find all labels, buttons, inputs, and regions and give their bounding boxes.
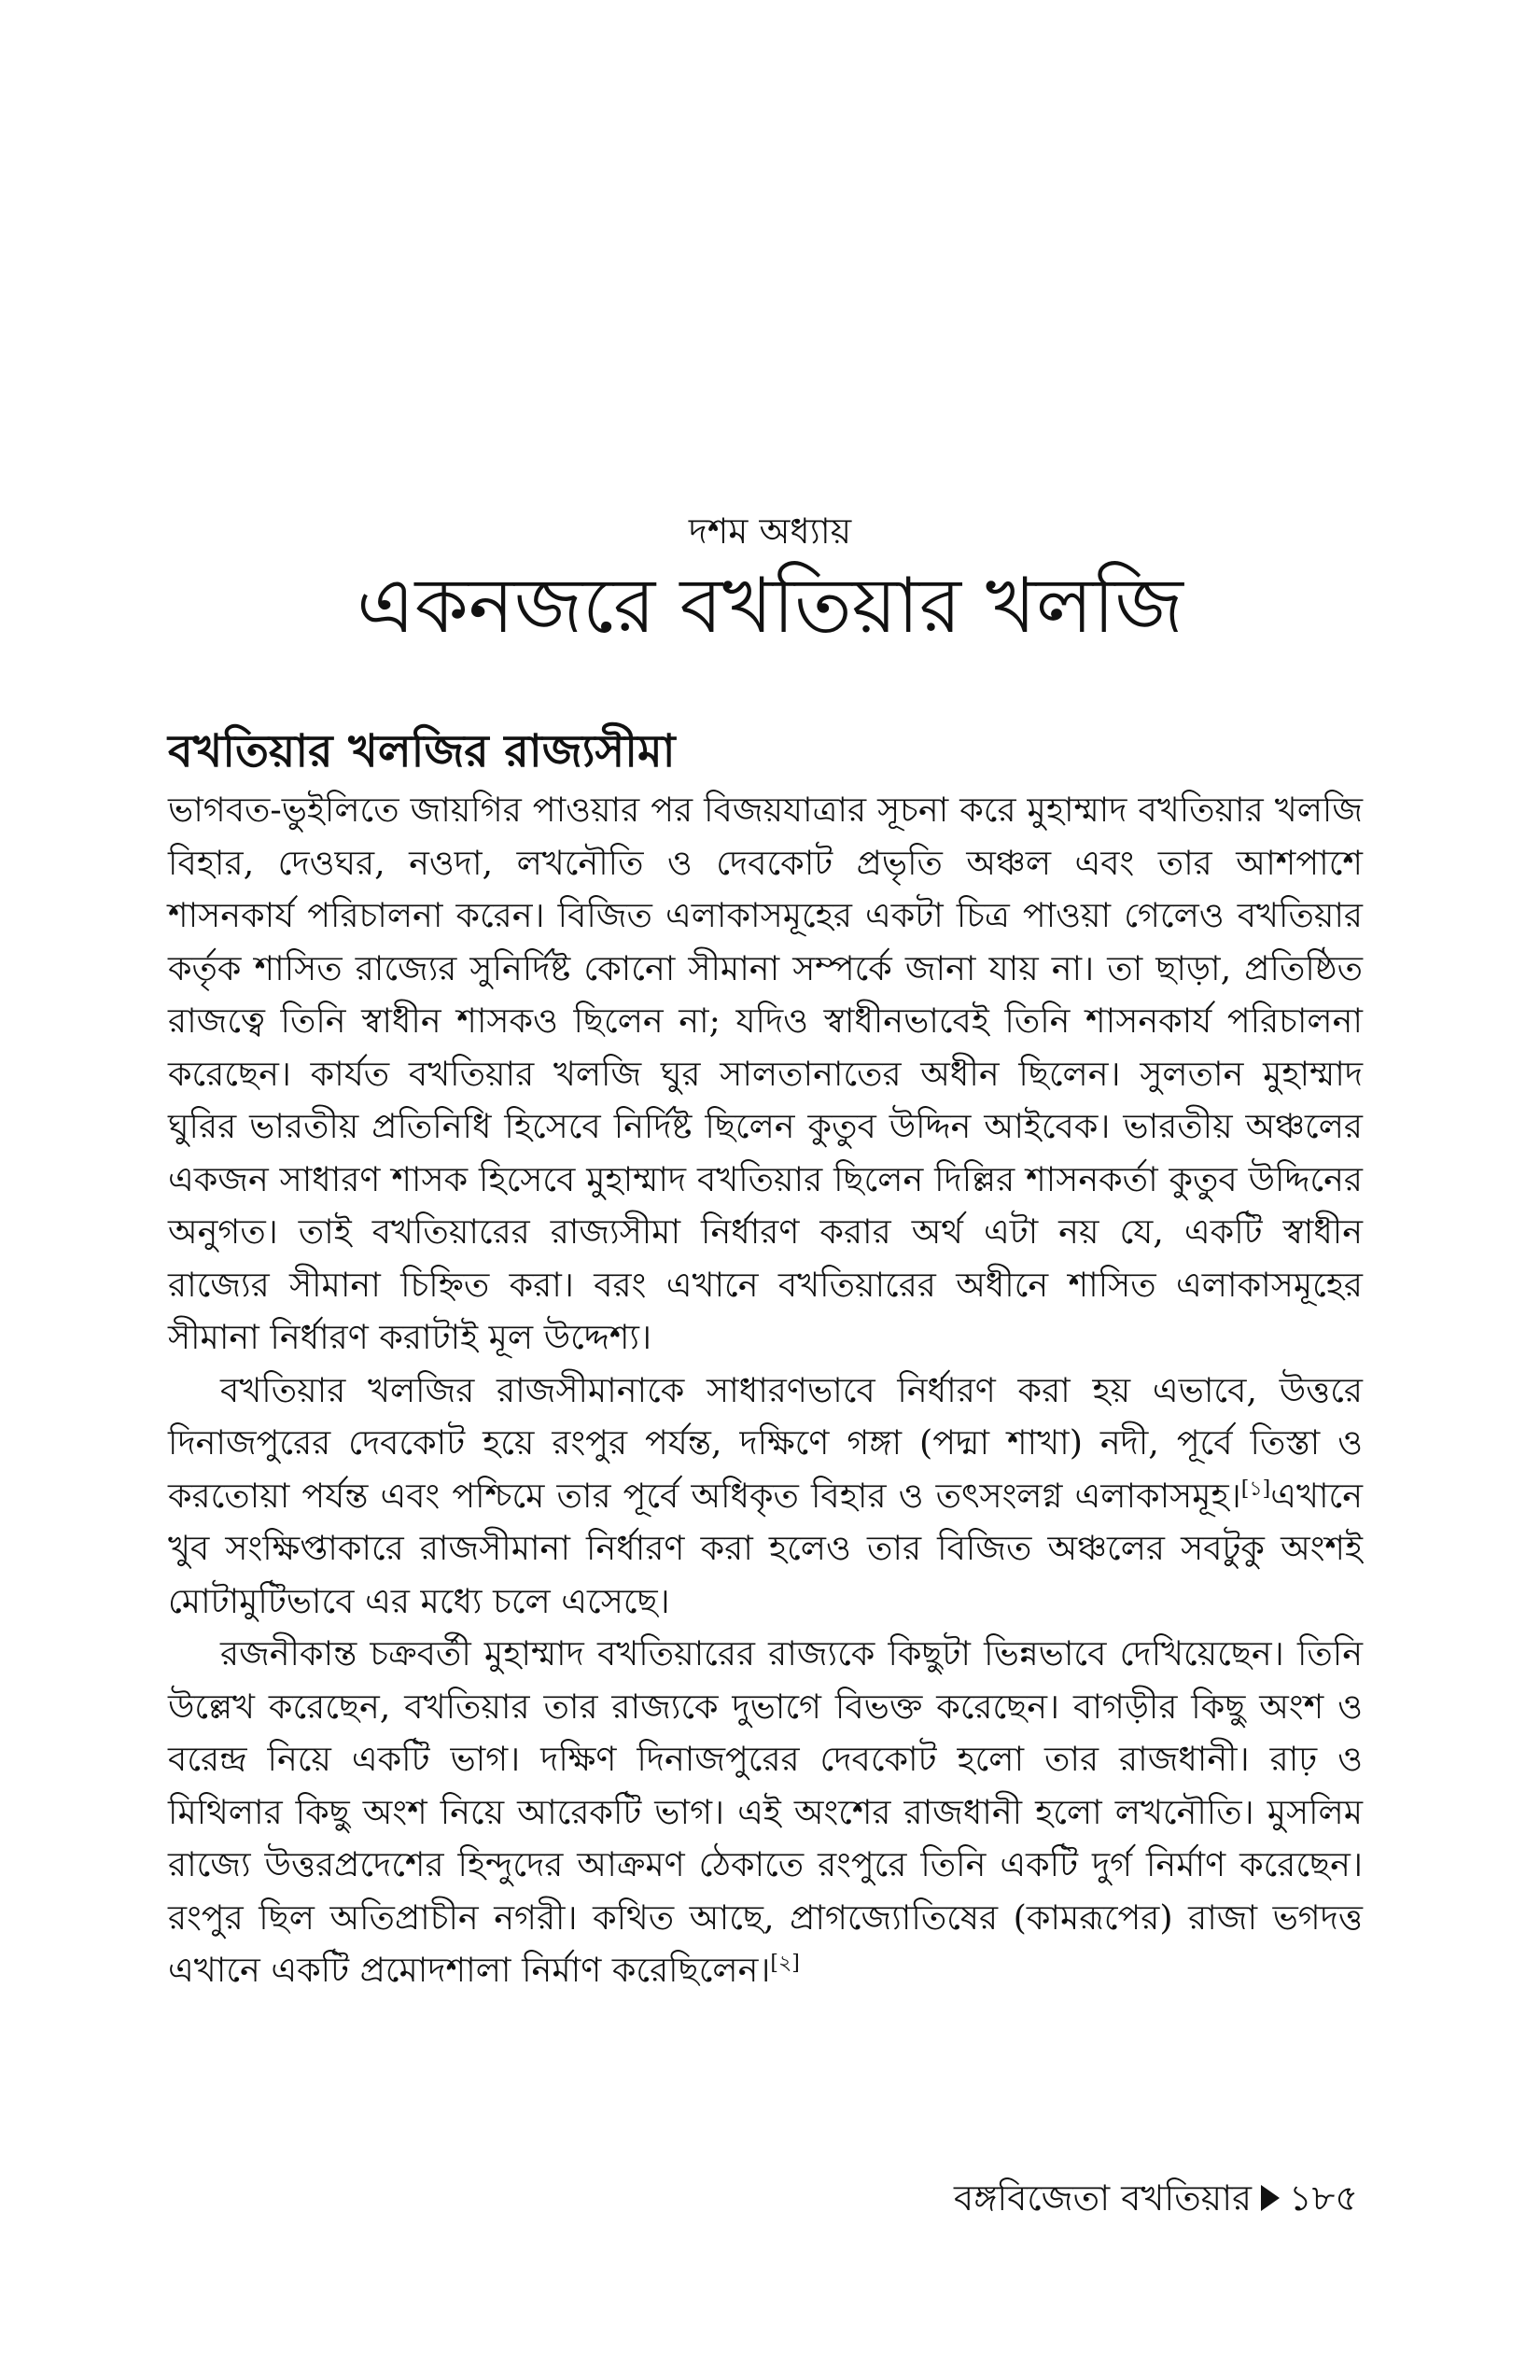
paragraph-2-text-b: এখানে খুব সংক্ষিপ্তাকারে রাজসীমানা নির্ধারণ করা হলেও তার বিজিত অঞ্চলের সবটুকু অংশই মোটামুটিভাবে এর মধ্যে চলে এসেছে। [168,1475,1363,1621]
page-content [168,719,1363,1997]
paragraph-3-text: রজনীকান্ত চক্রবর্তী মুহাম্মাদ বখতিয়ারের রাজ্যকে কিছুটা ভিন্নভাবে দেখিয়েছেন। তিনি উল্লেখ করেছেন, বখতিয়ার তার রাজ্যকে দুভাগে বিভক্ত করেছেন। বাগড়ীর কিছু অংশ ও বরেন্দ্র নিয়ে একটি ভাগ। দক্ষিণ দিনাজপুরের দেবকোট হলো তার রাজধানী। রাঢ় ও মিথিলার কিছু অংশ নিয়ে আরেকটি ভাগ। এই অংশের রাজধানী হলো লখনৌতি। মুসলিম রাজ্যে উত্তরপ্রদেশের হিন্দুদের আক্রমণ ঠেকাতে রংপুরে তিনি একটি দুর্গ নির্মাণ করেছেন। রংপুর ছিল অতিপ্রাচীন নগরী। কথিত আছে, প্রাগজ্যোতিষের (কামরূপের) রাজা ভগদত্ত এখানে একটি প্রমোদশালা নির্মাণ করেছিলেন। [168,1633,1363,1990]
page-footer [954,2175,1358,2221]
chapter-title: একনজরে বখতিয়ার খলজি [357,562,1183,651]
right-triangle-icon [1261,2185,1280,2211]
chapter-label: দশম অধ্যায় [688,511,852,552]
paragraph-3 [168,1628,1363,1997]
paragraph-2-text-a: বখতিয়ার খলজির রাজসীমানাকে সাধারণভাবে নির্ধারণ করা হয় এভাবে, উত্তরে দিনাজপুরের দেবকোট হয়ে রংপুর পর্যন্ত, দক্ষিণে গঙ্গা (পদ্মা শাখা) নদী, পূর্বে তিস্তা ও করতোয়া পর্যন্ত এবং পশ্চিমে তার পূর্বে অধিকৃত বিহার ও তৎসংলগ্ন এলাকাসমূহ। [168,1369,1363,1516]
paragraph-2 [168,1365,1363,1629]
paragraph-1: ভাগবত-ভুইলিতে জায়গির পাওয়ার পর বিজয়যাত্রার সূচনা করে মুহাম্মাদ বখতিয়ার খলজি বিহার, দেওঘর, নওদা, লখনৌতি ও দেবকোট প্রভৃতি অঞ্চল এবং তার আশপাশে শাসনকার্য পরিচালনা করেন। বিজিত এলাকাসমূহের একটা চিত্র পাওয়া গেলেও বখতিয়ার কর্তৃক শাসিত রাজ্যের সুনির্দিষ্ট কোনো সীমানা সম্পর্কে জানা যায় না। তা ছাড়া, প্রতিষ্ঠিত রাজত্বে তিনি স্বাধীন শাসকও ছিলেন না; যদিও স্বাধীনভাবেই তিনি শাসনকার্য পরিচালনা করেছেন। কার্যত বখতিয়ার খলজি ঘুর সালতানাতের অধীন ছিলেন। সুলতান মুহাম্মাদ ঘুরির ভারতীয় প্রতিনিধি হিসেবে নির্দিষ্ট ছিলেন কুতুব উদ্দিন আইবেক। ভারতীয় অঞ্চলের একজন সাধারণ শাসক হিসেবে মুহাম্মাদ বখতিয়ার ছিলেন দিল্লির শাসনকর্তা কুতুব উদ্দিনের অনুগত। তাই বখতিয়ারের রাজ্যসীমা নির্ধারণ করার অর্থ এটা নয় যে, একটি স্বাধীন রাজ্যের সীমানা চিহ্নিত করা। বরং এখানে বখতিয়ারের অধীনে শাসিত এলাকাসমূহের সীমানা নির্ধারণ করাটাই মূল উদ্দেশ্য। [168,790,1363,1357]
footnote-ref-2: [২] [770,1951,800,1975]
footnote-ref-1: [১] [1240,1477,1271,1501]
footer-book-title: বঙ্গবিজেতা বখতিয়ার [953,2177,1253,2219]
section-heading: বখতিয়ার খলজির রাজ্যসীমা [168,725,676,777]
page-number: ১৮৫ [1289,2177,1358,2219]
